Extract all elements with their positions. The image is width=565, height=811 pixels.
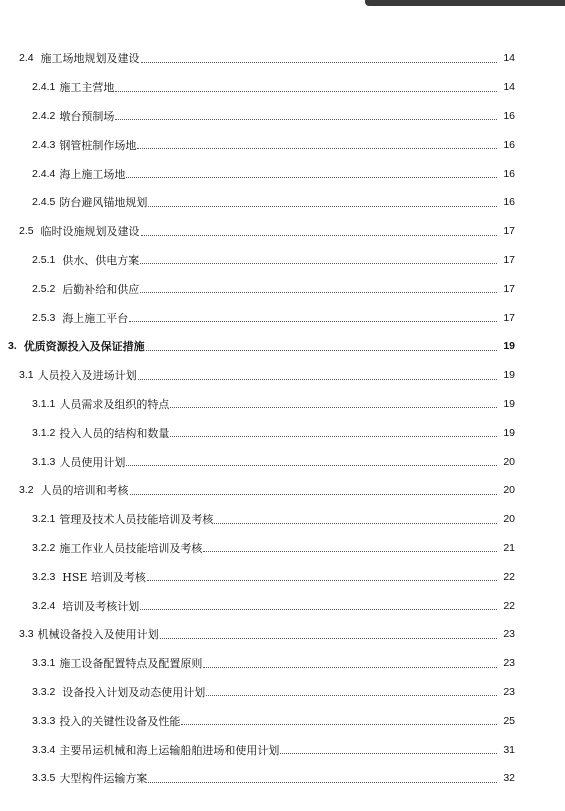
- toc-entry-title: 墩台预制场: [59, 109, 115, 123]
- toc-entry[interactable]: [0, 476, 565, 505]
- toc-entry-page-number: 21: [503, 541, 515, 554]
- toc-entry-title: 供水、供电方案: [62, 253, 140, 267]
- dot-leader: [170, 407, 497, 408]
- toc-entry-number: 2.5.3: [32, 311, 59, 324]
- toc-entry-number: 3.3.2: [32, 685, 59, 698]
- toc-entry[interactable]: [0, 649, 565, 678]
- dot-leader: [160, 638, 497, 639]
- toc-entry-number: 3.2.2: [32, 541, 56, 554]
- toc-entry-page-number: 22: [503, 599, 515, 612]
- toc-entry[interactable]: [0, 217, 565, 246]
- toc-entry[interactable]: [0, 102, 565, 131]
- toc-entry[interactable]: [0, 505, 565, 534]
- toc-entry-page-number: 20: [503, 455, 515, 468]
- toc-entry-title: 施工场地规划及建设: [40, 52, 140, 66]
- toc-entry-page-number: 20: [503, 484, 515, 497]
- toc-entry-page-number: 16: [503, 167, 515, 180]
- toc-entry-title: 机械设备投入及使用计划: [37, 628, 159, 642]
- toc-entry-page-number: 25: [503, 714, 515, 727]
- toc-entry-title: 培训及考核计划: [62, 599, 140, 613]
- dot-leader: [141, 62, 497, 63]
- toc-entry-number: 3.2.4: [32, 599, 59, 612]
- dot-leader: [203, 667, 497, 668]
- toc-entry-page-number: 32: [503, 772, 515, 785]
- toc-entry-title: 管理及技术人员技能培训及考核: [59, 513, 214, 527]
- toc-entry-title: 人员投入及进场计划: [37, 369, 137, 383]
- dot-leader: [126, 177, 497, 178]
- toc-entry-title: 主要吊运机械和海上运输船舶进场和使用计划: [59, 743, 280, 757]
- toc-entry-number: 3.: [8, 340, 20, 353]
- toc-entry[interactable]: [0, 562, 565, 591]
- toc-entry-page-number: 16: [503, 138, 515, 151]
- dot-leader: [170, 436, 497, 437]
- toc-entry-page-number: 22: [503, 570, 515, 583]
- toc-entry-title: 施工主营地: [59, 81, 115, 95]
- toc-entry-page-number: 20: [503, 513, 515, 526]
- toc-entry-page-number: 16: [503, 109, 515, 122]
- toc-entry-title: 投入的关键性设备及性能: [59, 714, 181, 728]
- toc-entry-number: 2.5: [19, 225, 37, 238]
- toc-entry-number: 3.1.2: [32, 426, 56, 439]
- toc-entry-title: 施工作业人员技能培训及考核: [59, 541, 203, 555]
- toc-entry-title: 后勤补给和供应: [62, 282, 140, 296]
- toc-entry-page-number: 17: [503, 225, 515, 238]
- toc-entry-page-number: 23: [503, 628, 515, 641]
- dot-leader: [214, 523, 497, 524]
- toc-entry-page-number: 31: [503, 743, 515, 756]
- dot-leader: [140, 292, 497, 293]
- toc-entry-number: 2.4.4: [32, 167, 56, 180]
- dot-leader: [203, 551, 497, 552]
- toc-entry-number: 3.3.1: [32, 657, 56, 670]
- toc-entry-page-number: 19: [503, 340, 515, 353]
- toc-entry-number: 3.1.3: [32, 455, 56, 468]
- toc-entry[interactable]: [0, 332, 565, 361]
- toc-entry-title: HSE 培训及考核: [62, 570, 146, 584]
- toc-entry[interactable]: [0, 361, 565, 390]
- toc-entry[interactable]: [0, 246, 565, 275]
- toc-entry-title: 临时设施规划及建设: [40, 225, 140, 239]
- dot-leader: [148, 206, 497, 207]
- toc-entry[interactable]: [0, 188, 565, 217]
- toc-entry[interactable]: [0, 303, 565, 332]
- dot-leader: [146, 350, 497, 351]
- toc-entry-number: 2.4.5: [32, 196, 56, 209]
- toc-entry[interactable]: [0, 764, 565, 793]
- toc-entry-number: 3.2: [19, 484, 37, 497]
- toc-entry[interactable]: [0, 390, 565, 419]
- toc-entry-page-number: 17: [503, 282, 515, 295]
- dot-leader: [126, 465, 497, 466]
- dot-leader: [137, 148, 497, 149]
- toc-entry-page-number: 19: [503, 369, 515, 382]
- toc-entry[interactable]: [0, 73, 565, 102]
- toc-entry[interactable]: [0, 591, 565, 620]
- dot-leader: [206, 695, 497, 696]
- toc-entry-title: 防台避风锚地规划: [59, 196, 148, 210]
- dot-leader: [140, 609, 497, 610]
- toc-entry[interactable]: [0, 706, 565, 735]
- dot-leader: [115, 119, 497, 120]
- toc-entry-number: 2.4.2: [32, 109, 56, 122]
- toc-entry-number: 3.1.1: [32, 397, 56, 410]
- toc-entry-title: 海上施工场地: [59, 167, 126, 181]
- toc-entry-title: 优质资源投入及保证措施: [23, 340, 145, 354]
- dot-leader: [280, 753, 497, 754]
- toc-entry-number: 2.5.2: [32, 282, 59, 295]
- dot-leader: [115, 91, 497, 92]
- toc-entry[interactable]: [0, 130, 565, 159]
- toc-entry-number: 2.4.1: [32, 81, 56, 94]
- table-of-contents: [0, 44, 565, 793]
- toc-entry-title: 施工设备配置特点及配置原则: [59, 657, 203, 671]
- toc-entry-title: 投入人员的结构和数量: [59, 426, 170, 440]
- toc-entry-page-number: 19: [503, 397, 515, 410]
- toc-entry-number: 3.3: [19, 628, 34, 641]
- toc-entry-page-number: 14: [503, 81, 515, 94]
- toc-entry[interactable]: [0, 418, 565, 447]
- dot-leader: [141, 235, 497, 236]
- window-edge-strip: [365, 0, 565, 6]
- dot-leader: [138, 379, 497, 380]
- toc-entry-page-number: 17: [503, 253, 515, 266]
- toc-entry-page-number: 14: [503, 52, 515, 65]
- toc-entry-number: 2.4: [19, 52, 37, 65]
- toc-entry-page-number: 16: [503, 196, 515, 209]
- toc-entry-number: 3.3.3: [32, 714, 56, 727]
- toc-entry-number: 3.3.4: [32, 743, 56, 756]
- toc-entry-number: 3.3.5: [32, 772, 56, 785]
- toc-entry-number: 2.4.3: [32, 138, 56, 151]
- toc-entry[interactable]: [0, 44, 565, 73]
- toc-entry-page-number: 17: [503, 311, 515, 324]
- toc-entry-number: 3.2.1: [32, 513, 56, 526]
- toc-entry-number: 3.2.3: [32, 570, 59, 583]
- toc-entry-title: 海上施工平台: [62, 311, 129, 325]
- toc-entry[interactable]: [0, 534, 565, 563]
- toc-entry-title: 人员使用计划: [59, 455, 126, 469]
- dot-leader: [130, 494, 497, 495]
- dot-leader: [129, 321, 497, 322]
- toc-entry[interactable]: [0, 678, 565, 707]
- toc-entry-page-number: 23: [503, 685, 515, 698]
- toc-entry-title: 人员需求及组织的特点: [59, 397, 170, 411]
- toc-entry-page-number: 19: [503, 426, 515, 439]
- dot-leader: [140, 263, 497, 264]
- toc-entry[interactable]: [0, 159, 565, 188]
- toc-entry-page-number: 23: [503, 657, 515, 670]
- toc-entry-number: 3.1: [19, 369, 34, 382]
- dot-leader: [147, 580, 497, 581]
- toc-entry[interactable]: [0, 735, 565, 764]
- toc-entry[interactable]: [0, 274, 565, 303]
- dot-leader: [181, 724, 497, 725]
- toc-entry[interactable]: [0, 447, 565, 476]
- toc-entry-title: 人员的培训和考核: [40, 484, 129, 498]
- toc-entry-title: 大型构件运输方案: [59, 772, 148, 786]
- toc-entry-title: 设备投入计划及动态使用计划: [62, 685, 206, 699]
- dot-leader: [148, 782, 497, 783]
- toc-entry-number: 2.5.1: [32, 253, 59, 266]
- toc-entry[interactable]: [0, 620, 565, 649]
- toc-entry-title: 钢管桩制作场地: [59, 138, 137, 152]
